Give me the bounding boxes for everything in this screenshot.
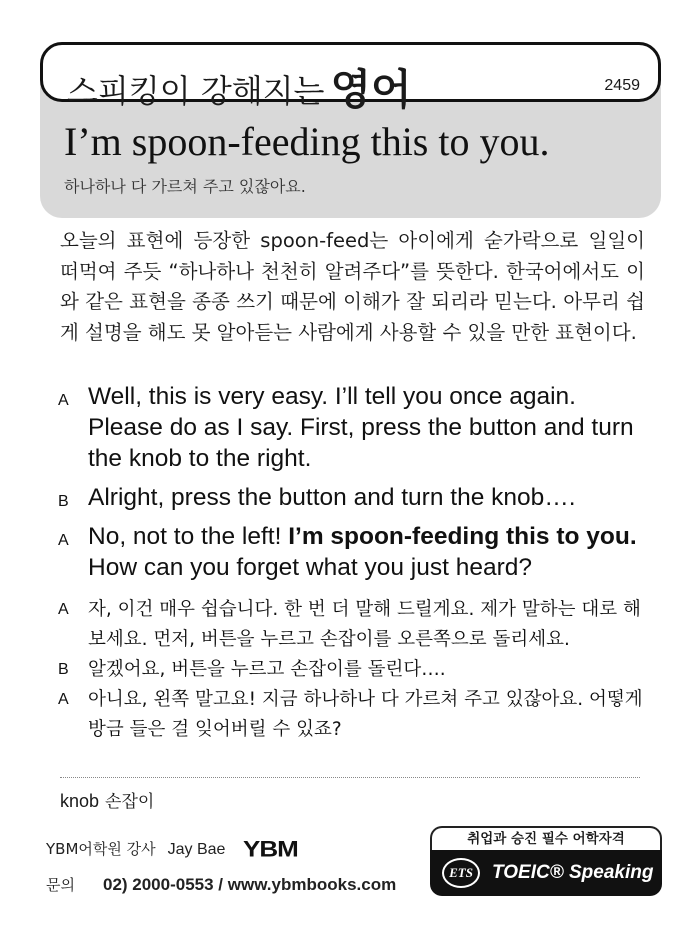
dialog-text [88,523,637,581]
headline-translation: 하나하나 다 가르쳐 주고 있잖아요. [64,177,306,196]
badge-caption: 취업과 승진 필수 어학자격 [430,826,662,852]
headline: I’m spoon-feeding this to you. [64,119,550,164]
dialog-text: Alright, press the button and turn the knob…. [88,484,576,511]
author-credit [46,838,225,859]
dialog-korean [58,595,648,745]
ybm-logo: YBM [243,836,298,862]
contact-label: 문의 [46,876,75,894]
toeic-badge [430,826,662,896]
header [40,42,661,218]
contact-details: 02) 2000-0553 / www.ybmbooks.com [102,875,397,894]
speaker-label: B [58,661,69,678]
speaker-label: A [58,691,69,708]
dialog-text-pre: No, not to the left! [88,523,289,550]
speaker-label: A [58,392,69,409]
intro-paragraph: 오늘의 표현에 등장한 spoon-feed는 아이에게 숟가락으로 일일이 떠먹여 주듯 “하나하나 천천히 알려주다”를 뜻한다. 한국어에서도 이와 같은 표현을 종종 쓰기 때문에 이해가 잘 되리라 믿는다. 아무리 쉽게 설명을 해도 못 알아듣는 사람에게 사용할 수 있을 만한 표현이다. [60,229,645,344]
key-expression: I’m spoon-feeding this to you. [288,523,637,550]
vocab-word: knob [60,791,100,811]
author-name: Jay Bae [167,841,226,858]
author-label: YBM어학원 강사 [46,840,156,858]
dialog-english [58,381,648,591]
speaker-label: A [58,601,69,618]
dialog-text-post: How can you forget what you just heard? [88,554,532,581]
vocab-meaning: 손잡이 [105,792,155,812]
dialog-text-ko: 아니요, 왼쪽 말고요! 지금 하나하나 다 가르쳐 주고 있잖아요. 어떻게 방금 들은 걸 잊어버릴 수 있죠? [88,689,643,740]
ets-logo-icon: ETS [442,858,480,888]
dialog-line [58,521,648,583]
divider [60,777,640,778]
contact-info [46,874,396,895]
header-title-bar [40,42,661,114]
badge-logo-bar [430,850,662,896]
dialog-line [58,482,648,513]
dialog-text-ko: 알겠어요, 버튼을 누르고 손잡이를 돌린다…. [88,659,446,680]
series-title-text: 스피킹이 강해지는 [67,72,325,110]
dialog-line-ko [58,685,648,745]
series-title-big: 영어 [330,65,412,114]
series-title [67,55,412,115]
speaker-label: B [58,493,69,510]
toeic-speaking-logo: TOEIC® Speaking [492,862,654,883]
dialog-line [58,381,648,474]
issue-number: 2459 [604,77,640,94]
vocab-note [60,787,154,812]
dialog-line-ko [58,595,648,655]
dialog-text-ko: 자, 이건 매우 쉽습니다. 한 번 더 말해 드릴게요. 제가 말하는 대로 해보세요. 먼저, 버튼을 누르고 손잡이를 오른쪽으로 돌리세요. [88,599,641,650]
dialog-text: Well, this is very easy. I’ll tell you once again. Please do as I say. First, press the button and turn the knob to the right. [88,383,634,472]
dialog-line-ko [58,655,648,685]
speaker-label: A [58,532,69,549]
